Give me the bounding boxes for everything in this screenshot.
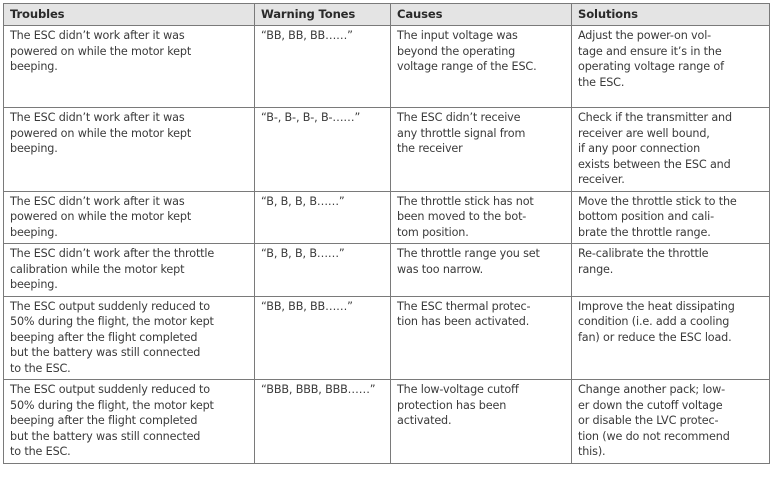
header-troubles: Troubles: [4, 4, 255, 26]
cause-cell: [391, 191, 572, 244]
warning-tone-text: “BBB, BBB, BBB……”: [261, 383, 376, 396]
solution-cell: [572, 108, 770, 192]
cause-text: The ESC didn’t receive any throttle signal from the receiver: [397, 111, 526, 155]
cause-cell: [391, 380, 572, 464]
troubleshooting-table: [3, 3, 770, 464]
trouble-cell: [4, 26, 255, 108]
table-row: [4, 296, 770, 380]
solution-cell: [572, 26, 770, 108]
solution-cell: [572, 244, 770, 297]
table-row: [4, 244, 770, 297]
cause-text: The input voltage was beyond the operating voltage range of the ESC.: [397, 29, 537, 73]
warning-tone-text: “B-, B-, B-, B-……”: [261, 111, 361, 124]
warning-tone-text: “BB, BB, BB……”: [261, 29, 353, 42]
solution-text: Move the throttle stick to the bottom position and cali- brate the throttle range.: [578, 194, 737, 239]
trouble-cell: [4, 380, 255, 464]
solution-cell: [572, 296, 770, 380]
trouble-text: The ESC didn’t work after it was powered on while the motor kept beeping.: [10, 111, 192, 155]
warning-tone-text: “BB, BB, BB……”: [261, 299, 353, 313]
cause-cell: [391, 108, 572, 192]
trouble-text: The ESC output suddenly reduced to 50% during the flight, the motor kept beeping after the flight completed but the battery was still connected to the ESC.: [10, 299, 214, 375]
trouble-text: The ESC didn’t work after it was powered on while the motor kept beeping.: [10, 29, 192, 73]
warning-tone-cell: [255, 296, 391, 380]
header-solutions: Solutions: [572, 4, 770, 26]
cause-cell: [391, 296, 572, 380]
trouble-cell: [4, 191, 255, 244]
solution-text: Improve the heat dissipating condition (i.e. add a cooling fan) or reduce the ESC load.: [578, 299, 735, 344]
trouble-text: The ESC didn’t work after the throttle calibration while the motor kept beeping.: [10, 247, 215, 291]
trouble-cell: [4, 244, 255, 297]
solution-cell: [572, 380, 770, 464]
trouble-cell: [4, 108, 255, 192]
cause-text: The low-voltage cutoff protection has been activated.: [397, 383, 519, 427]
table-row: [4, 191, 770, 244]
trouble-text: The ESC didn’t work after it was powered on while the motor kept beeping.: [10, 194, 192, 239]
warning-tone-text: “B, B, B, B……”: [261, 194, 345, 208]
cause-cell: [391, 244, 572, 297]
cause-text: The throttle stick has not been moved to the bot- tom position.: [397, 194, 534, 239]
header-causes: Causes: [391, 4, 572, 26]
solution-text: Change another pack; low- er down the cutoff voltage or disable the LVC protec- tion (we do not recommend this).: [578, 383, 730, 458]
trouble-cell: [4, 296, 255, 380]
solution-text: Adjust the power-on vol- tage and ensure it’s in the operating voltage range of the ESC.: [578, 29, 724, 89]
solution-text: Re-calibrate the throttle range.: [578, 247, 709, 276]
warning-tone-text: “B, B, B, B……”: [261, 247, 345, 260]
warning-tone-cell: [255, 244, 391, 297]
table-header-row: [4, 4, 770, 26]
table-row: [4, 26, 770, 108]
warning-tone-cell: [255, 380, 391, 464]
warning-tone-cell: [255, 108, 391, 192]
warning-tone-cell: [255, 191, 391, 244]
warning-tone-cell: [255, 26, 391, 108]
cause-cell: [391, 26, 572, 108]
table-row: [4, 108, 770, 192]
cause-text: The throttle range you set was too narrow.: [397, 247, 540, 276]
header-warning-tones: Warning Tones: [255, 4, 391, 26]
solution-cell: [572, 191, 770, 244]
cause-text: The ESC thermal protec- tion has been activated.: [397, 299, 531, 328]
solution-text: Check if the transmitter and receiver are well bound, if any poor connection exists between the ESC and receiver.: [578, 111, 732, 186]
table-row: [4, 380, 770, 464]
trouble-text: The ESC output suddenly reduced to 50% during the flight, the motor kept beeping after the flight completed but the battery was still connected to the ESC.: [10, 383, 214, 458]
